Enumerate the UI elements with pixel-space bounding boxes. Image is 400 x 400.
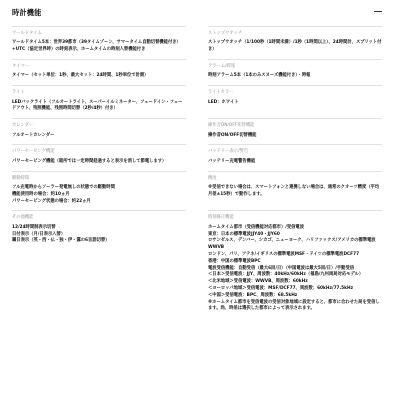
spec-battery: [208, 144, 382, 170]
spec-label: パワーセービング機能: [12, 149, 55, 155]
spec-label: ライトカラー: [208, 90, 234, 96]
spec-label: ライト: [12, 90, 25, 96]
spec-accuracy: [208, 171, 382, 211]
spec-operation-tone: [208, 118, 382, 144]
spec-label: 駆動時間: [12, 175, 30, 181]
spec-value: 時刻アラーム5本（1本のみスヌーズ機能付き）・時報: [208, 73, 311, 79]
section-title: 時計機能: [12, 8, 42, 17]
spec-grid: [12, 26, 382, 318]
section-header[interactable]: [12, 0, 382, 26]
spec-value: LED：ホワイト: [208, 99, 239, 105]
spec-value: 操作音ON/OFF切替機能: [208, 132, 257, 138]
collapse-icon[interactable]: [374, 11, 382, 12]
spec-time-correction: [208, 210, 382, 318]
spec-label: タイマー: [12, 64, 30, 69]
spec-calendar: [12, 118, 186, 144]
spec-label: 精度: [208, 175, 217, 181]
spec-value: タイマー（セット単位：1秒、最大セット：24時間、1秒単位で計測）: [12, 73, 149, 79]
spec-label: ストップウオッチ: [208, 31, 243, 36]
spec-label: 時刻修正機能: [208, 215, 234, 221]
spec-label: ワールドタイム: [12, 31, 42, 36]
spec-value: バッテリー充電警告機能: [208, 158, 256, 164]
spec-value: ※受信できない場合は、スマートフォンと連携しない場合は、通常のクオーツ精度（平均月差±15秒）で動作します。: [208, 185, 380, 197]
spec-operating-time: [12, 171, 186, 211]
spec-label: バッテリー表示/警告: [208, 149, 249, 155]
spec-alarm: [208, 59, 382, 85]
spec-world-time: [12, 26, 186, 59]
spec-value: パワーセービング機能（暗所では一定時間経過すると表示を消して節電します）: [12, 158, 167, 164]
spec-timer: [12, 59, 186, 85]
spec-value: 12/24時間制表示切替 日付表示（月/日表示入替） 曜日表示（英・西・仏・独・伊・露の6言語切替）: [12, 224, 110, 244]
spec-power-saving: [12, 144, 186, 170]
spec-light: [12, 85, 186, 118]
spec-label: 操作音ON/OFF切替機能: [208, 123, 255, 129]
spec-value: フルオートカレンダー: [12, 132, 55, 138]
spec-stopwatch: [208, 26, 382, 59]
spec-label: その他機能: [12, 215, 34, 221]
spec-label: アラーム/時報: [208, 64, 236, 69]
spec-label: カレンダー: [12, 123, 34, 129]
spec-value: ストップウオッチ（1/100秒（1時間未満）/1秒（1時間以上）、24時間計、スプリット付き）: [208, 40, 382, 53]
spec-value: ワールドタイム5本：世界39都市（39タイムゾーン、サマータイム自動切替機能付き）+UTC（協定世界時）の時刻表示、ホームタイムの時刻入替機能付き: [12, 40, 181, 53]
spec-value: フル充電時からソーラー発電無しの状態での駆動時間 機能使用時の場合：約10ヵ月 パワーセービング状態の場合：約22ヵ月: [12, 185, 115, 204]
spec-light-color: [208, 85, 382, 118]
spec-value: LEDバックライト（フルオートライト、スーパーイルミネーター、フェードイン・フェードアウト、残照機能、残照時間切替（2秒/4秒）付き）: [12, 99, 183, 112]
spec-other: [12, 210, 186, 318]
spec-value: ホームタイム都市（受信機能対応都市）/受信電波 東京：日本の標準電波JJY40・JJY60 ロサンゼルス、デンバー、シカゴ、ニューヨーク、ハリファックス/アメリカの標準電波WWVB ロンドン、パリ、アテネ/イギリスの標準電波MSF・ドイツの標準電波DCF77 香港：中国の標準電波BPC 電波受信機能：自動受信（最大6回/日）（中国電波は最大5回/日）/手動受信 ＜日本＞受信電波：JJY、周波数：40kHz/60kHz（福島/九州両局対応モデル） ＜北米地域＞受信電波：WWVB、周波数：60kHz ＜ヨーロッパ地域＞受信電波：MSF/DCF77、周波数：60kHz/77.5kHz ＜中国＞受信電波：BPC、周波数：68.5kHz ※ホームタイム都市を受信電波の受信対象地域に設定すると、都市に合わせた局を受信します。尚、時差は選択した都市によって表示されます。: [208, 224, 380, 312]
